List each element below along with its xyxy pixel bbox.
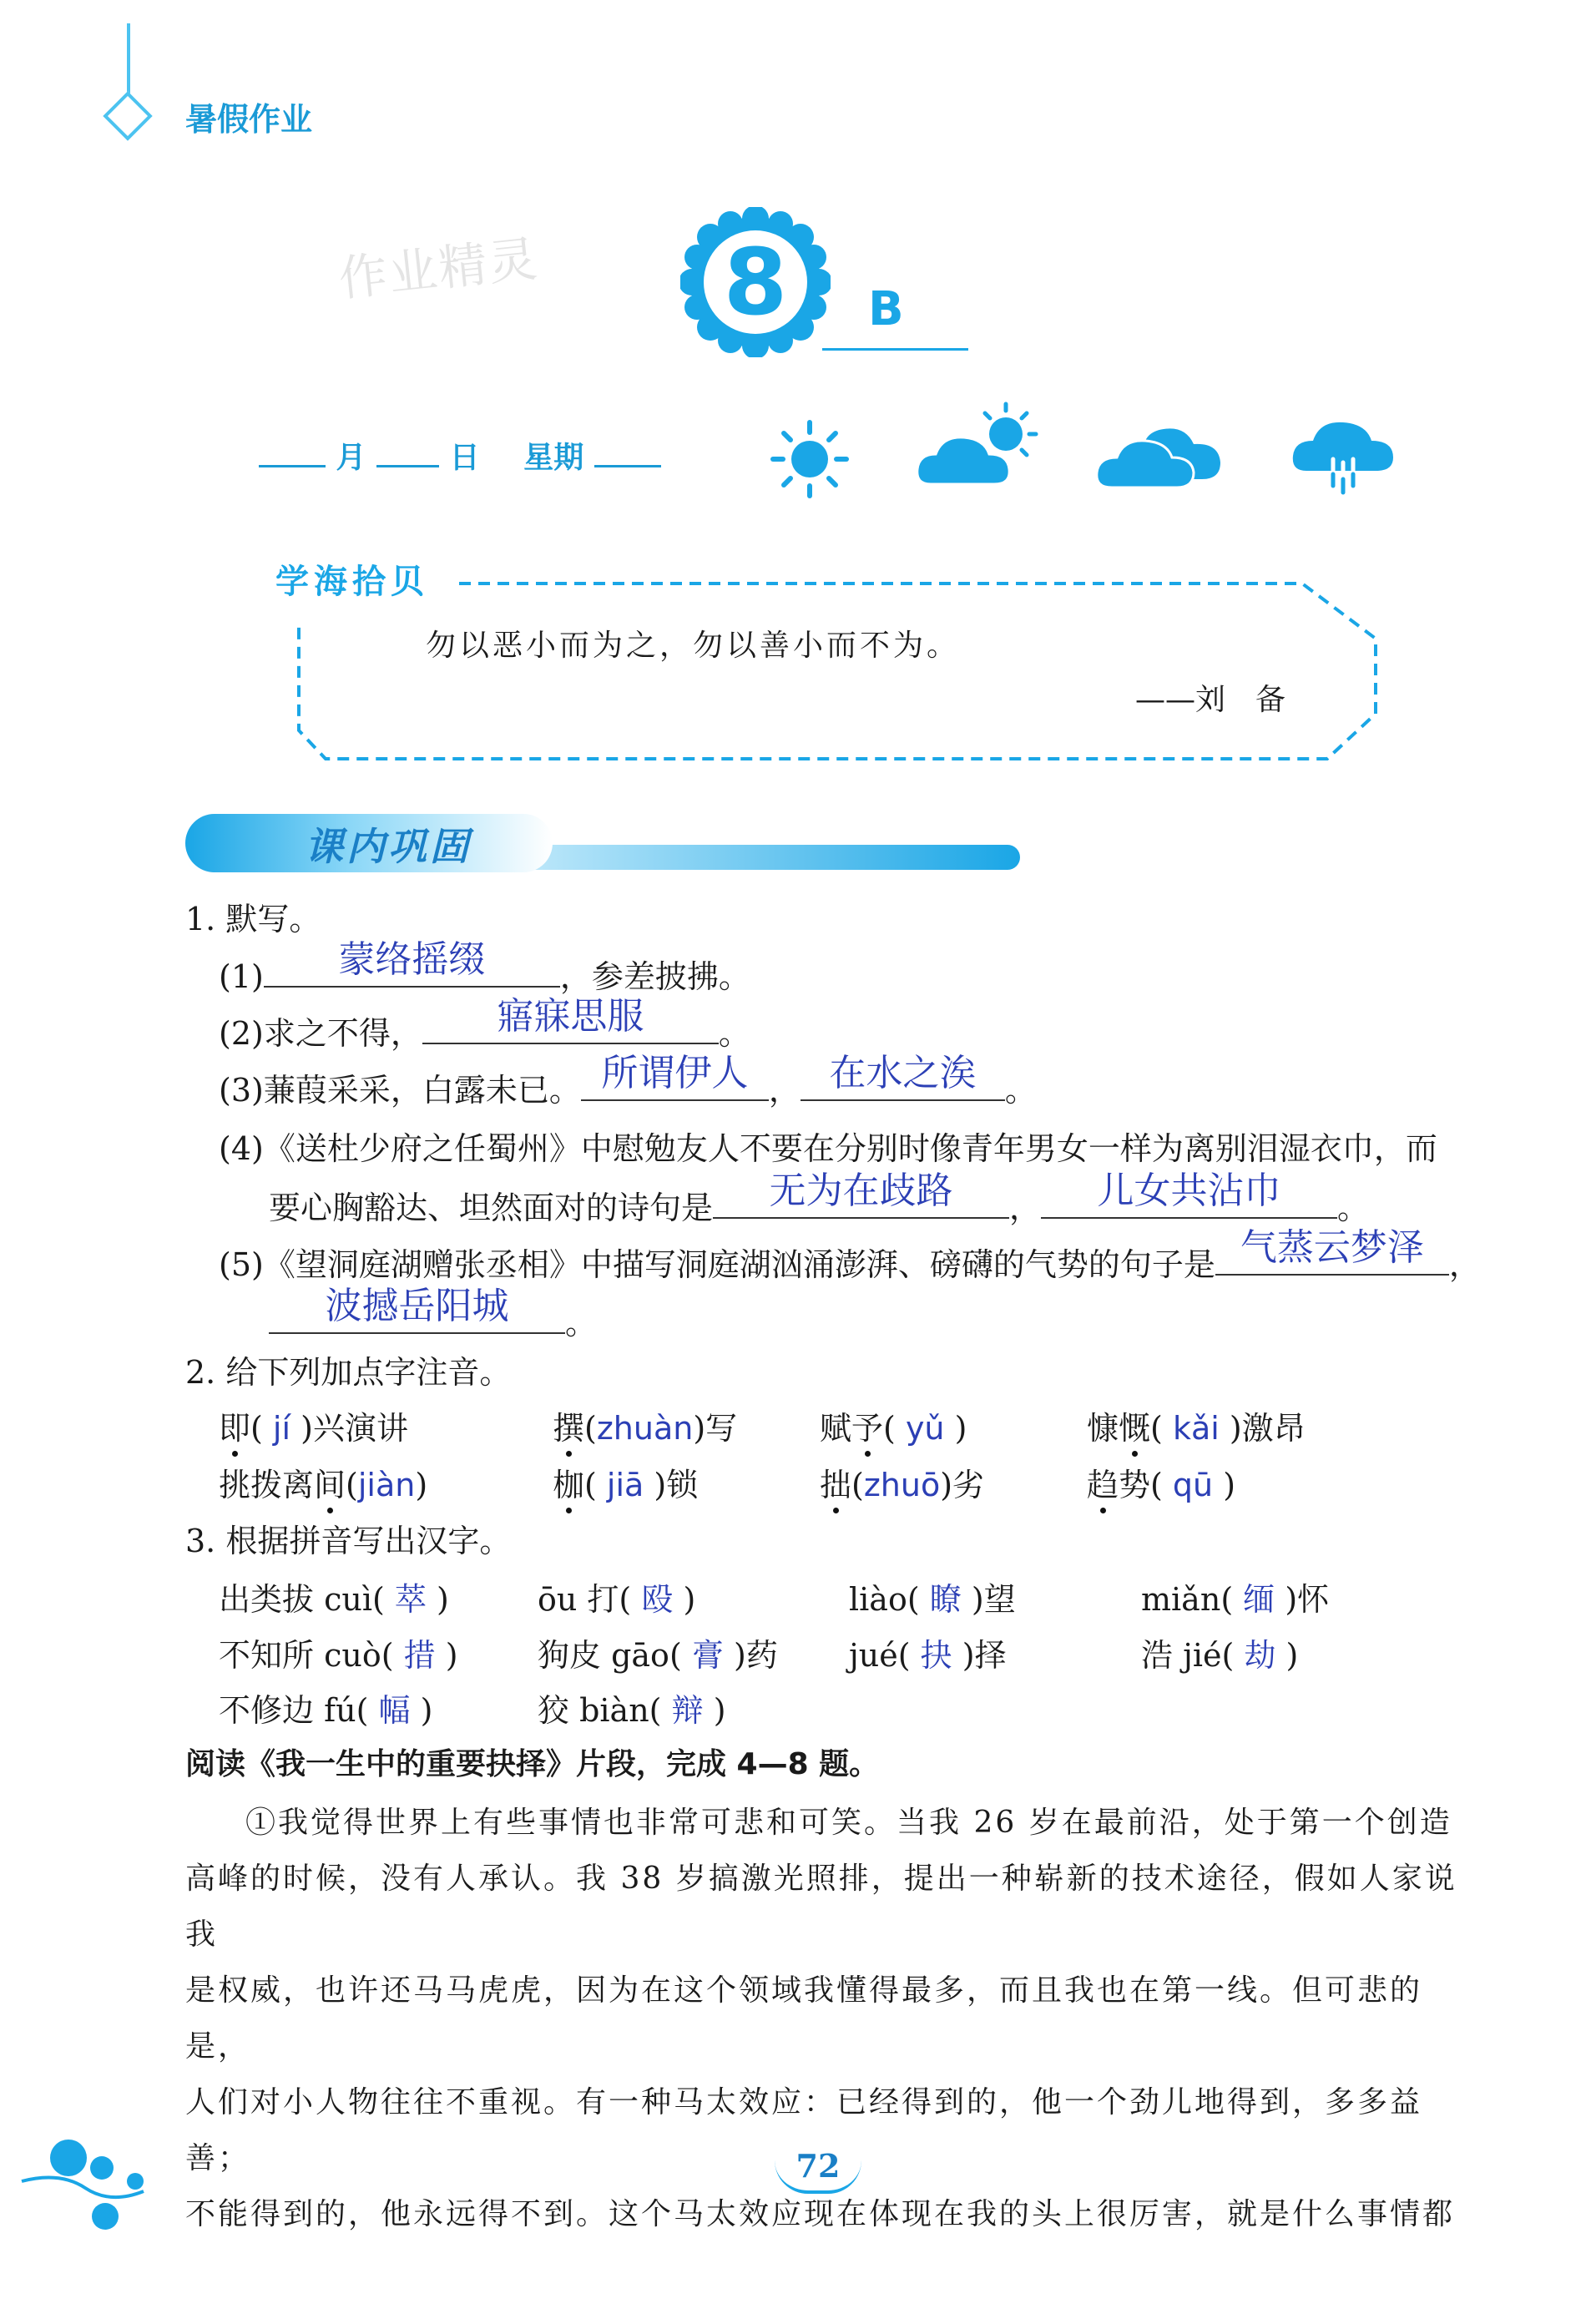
q1-5-blank-2[interactable] — [269, 1285, 565, 1334]
page-number: 72 — [796, 2147, 841, 2185]
q1-4-blank-1[interactable] — [713, 1170, 1009, 1219]
q2-r2-c2: 枷( jiā )锁 — [553, 1467, 699, 1503]
q3-r1-c4-answer[interactable]: 缅 — [1243, 1581, 1275, 1618]
day-label: 日 — [449, 441, 480, 475]
q3-r1-c2-answer[interactable]: 殴 — [641, 1581, 674, 1618]
q3-r2-c1: 不知所 cuò( 措 ) — [219, 1637, 458, 1674]
reading-line-5: 不能得到的，他永远得不到。这个马太效应现在体现在我的头上很厉害，就是什么事情都 — [185, 2197, 1456, 2231]
q1-2-suffix: 。 — [718, 1015, 750, 1052]
q1-4-answer-2: 儿女共沾巾 — [1097, 1170, 1281, 1212]
q1-5-blank-1[interactable] — [1215, 1226, 1449, 1276]
q2-r2-c4: 趋势( qū ) — [1087, 1467, 1236, 1503]
q1-4-suffix: 。 — [1337, 1190, 1370, 1226]
q1-4-answer-1: 无为在歧路 — [769, 1170, 953, 1212]
quote-box-title: 学海拾贝 — [275, 555, 434, 603]
q3-r3-c2: 狡 biàn( 辩 ) — [538, 1692, 726, 1729]
q1-item-3 — [219, 1052, 1037, 1110]
q2-r1-c2: 撰(zhuàn)写 — [553, 1410, 738, 1447]
watermark: 作业精灵 — [336, 230, 542, 308]
q1-3-suffix: 。 — [1004, 1072, 1037, 1109]
quote-author: ——刘 备 — [1135, 683, 1286, 717]
q1-3-blank-2[interactable] — [801, 1052, 1005, 1101]
reading-line-4: 人们对小人物往往不重视。有一种马太效应：已经得到的，他一个劲儿地得到，多多益善； — [185, 2085, 1423, 2175]
q2-r2-c4-answer[interactable]: qū — [1172, 1467, 1214, 1503]
q2-r1-c3: 赋予( yǔ ) — [820, 1410, 967, 1447]
lesson-number: 8 — [723, 229, 788, 336]
reading-line-2: 高峰的时候，没有人承认。我 38 岁搞激光照排，提出一种崭新的技术途径，假如人家说我 — [185, 1862, 1457, 1952]
q3-r1-c2: ōu 打( 殴 ) — [538, 1581, 696, 1618]
reading-line-3: 是权威，也许还马马虎虎，因为在这个领域我懂得最多，而且我也在第一线。但可悲的是， — [185, 1973, 1423, 2064]
month-label: 月 — [336, 441, 366, 475]
quote-text: 勿以恶小而为之，勿以善小而不为。 — [426, 629, 961, 663]
q1-2-prefix: (2)求之不得， — [219, 1015, 422, 1052]
q1-4-prefix: 要心胸豁达、坦然面对的诗句是 — [269, 1190, 714, 1226]
q1-5-suffix: 。 — [565, 1305, 598, 1341]
q2-label: 2. 给下列加点字注音。 — [185, 1354, 512, 1391]
q2-r1-c1-answer[interactable]: jí — [272, 1410, 291, 1447]
reading-line-1: ①我觉得世界上有些事情也非常可悲和可笑。当我 26 岁在最前沿，处于第一个创造 — [245, 1806, 1452, 1840]
q2-r1-c3-answer[interactable]: yǔ — [905, 1410, 945, 1447]
q1-item-4-line-2 — [269, 1170, 1370, 1228]
q1-1-answer: 蒙络摇缀 — [338, 938, 486, 981]
reading-instruction: 阅读《我一生中的重要抉择》片段，完成 4—8 题。 — [185, 1747, 880, 1781]
q1-3-sep: ， — [768, 1072, 801, 1109]
q2-r2-c3-answer[interactable]: zhuō — [863, 1467, 941, 1503]
q3-r2-c4: 浩 jié( 劫 ) — [1141, 1637, 1299, 1674]
header-diamond-icon — [103, 91, 152, 140]
q1-item-4-line-1: (4)《送杜少府之任蜀州》中慰勉友人不要在分别时像青年男女一样为离别泪湿衣巾，而 — [219, 1130, 1437, 1167]
lesson-letter-underline — [822, 348, 968, 351]
cloudy-icon — [1093, 407, 1227, 491]
q3-r2-c3-answer[interactable]: 抉 — [920, 1637, 952, 1674]
q3-r2-c2-answer[interactable]: 膏 — [691, 1637, 724, 1674]
q2-r2-c3: 拙(zhuō)劣 — [820, 1467, 985, 1503]
q2-r1-c4: 慷慨( kǎi )激昂 — [1087, 1410, 1306, 1447]
q2-r1-c1: 即( jí )兴演讲 — [219, 1410, 408, 1447]
q3-r1-c4: miǎn( 缅 )怀 — [1141, 1581, 1330, 1618]
q3-r1-c1: 出类拔 cuì( 萃 ) — [219, 1581, 449, 1618]
partly-cloudy-icon — [914, 399, 1048, 491]
q3-r2-c2: 狗皮 gāo( 膏 )药 — [538, 1637, 778, 1674]
month-blank — [259, 465, 326, 467]
q1-3-blank-1[interactable] — [581, 1052, 769, 1101]
q1-2-answer: 寤寐思服 — [497, 995, 644, 1038]
q1-1-suffix: ，参差披拂。 — [559, 958, 750, 995]
footer-decoration-icon — [18, 2133, 152, 2233]
q1-item-5-line-2 — [269, 1285, 598, 1343]
q1-label: 1. 默写。 — [185, 901, 321, 937]
q1-5-answer-1: 气蒸云梦泽 — [1240, 1226, 1424, 1269]
q3-r1-c3-answer[interactable]: 瞭 — [929, 1581, 962, 1618]
q1-1-prefix: (1) — [219, 958, 264, 995]
q1-2-blank[interactable] — [422, 995, 719, 1044]
day-blank — [376, 465, 439, 467]
q3-r3-c2-answer[interactable]: 辩 — [671, 1692, 704, 1729]
q1-3-answer-2: 在水之涘 — [829, 1052, 977, 1094]
lesson-letter: B — [868, 282, 904, 336]
q3-r1-c1-answer[interactable]: 萃 — [394, 1581, 427, 1618]
q1-1-blank[interactable] — [264, 938, 560, 988]
q1-5-sep: ， — [1448, 1246, 1481, 1283]
q2-r2-c2-answer[interactable]: jiā — [606, 1467, 644, 1503]
q3-r2-c3: jué( 抉 )择 — [849, 1637, 1007, 1674]
q2-r2-c1-answer[interactable]: jiàn — [357, 1467, 416, 1503]
q3-r2-c1-answer[interactable]: 措 — [403, 1637, 436, 1674]
q1-4-sep: ， — [1009, 1190, 1042, 1226]
header-title: 暑假作业 — [185, 101, 313, 138]
sun-icon — [768, 417, 851, 501]
q1-5-answer-2: 波撼岳阳城 — [325, 1285, 509, 1327]
date-row — [259, 434, 661, 477]
q3-label: 3. 根据拼音写出汉字。 — [185, 1523, 512, 1559]
section-title: 课内巩固 — [305, 824, 472, 869]
q2-r1-c2-answer[interactable]: zhuàn — [596, 1410, 694, 1447]
q1-3-prefix: (3)蒹葭采采，白露未已。 — [219, 1072, 581, 1109]
q3-r3-c1-answer[interactable]: 幅 — [378, 1692, 411, 1729]
q1-5-prefix: (5)《望洞庭湖赠张丞相》中描写洞庭湖汹涌澎湃、磅礴的气势的句子是 — [219, 1246, 1215, 1283]
q2-r1-c4-answer[interactable]: kǎi — [1172, 1410, 1220, 1447]
q1-3-answer-1: 所谓伊人 — [601, 1052, 749, 1094]
q2-r2-c1: 挑拨离间(jiàn) — [219, 1467, 428, 1503]
quote-box-frame — [284, 572, 1386, 768]
q3-r3-c1: 不修边 fú( 幅 ) — [219, 1692, 433, 1729]
weekday-blank — [594, 465, 661, 467]
q3-r2-c4-answer[interactable]: 劫 — [1244, 1637, 1276, 1674]
weekday-label: 星期 — [523, 441, 584, 475]
rain-icon — [1290, 411, 1398, 503]
q1-4-blank-2[interactable] — [1041, 1170, 1337, 1219]
q3-r1-c3: liào( 瞭 )望 — [849, 1581, 1016, 1618]
